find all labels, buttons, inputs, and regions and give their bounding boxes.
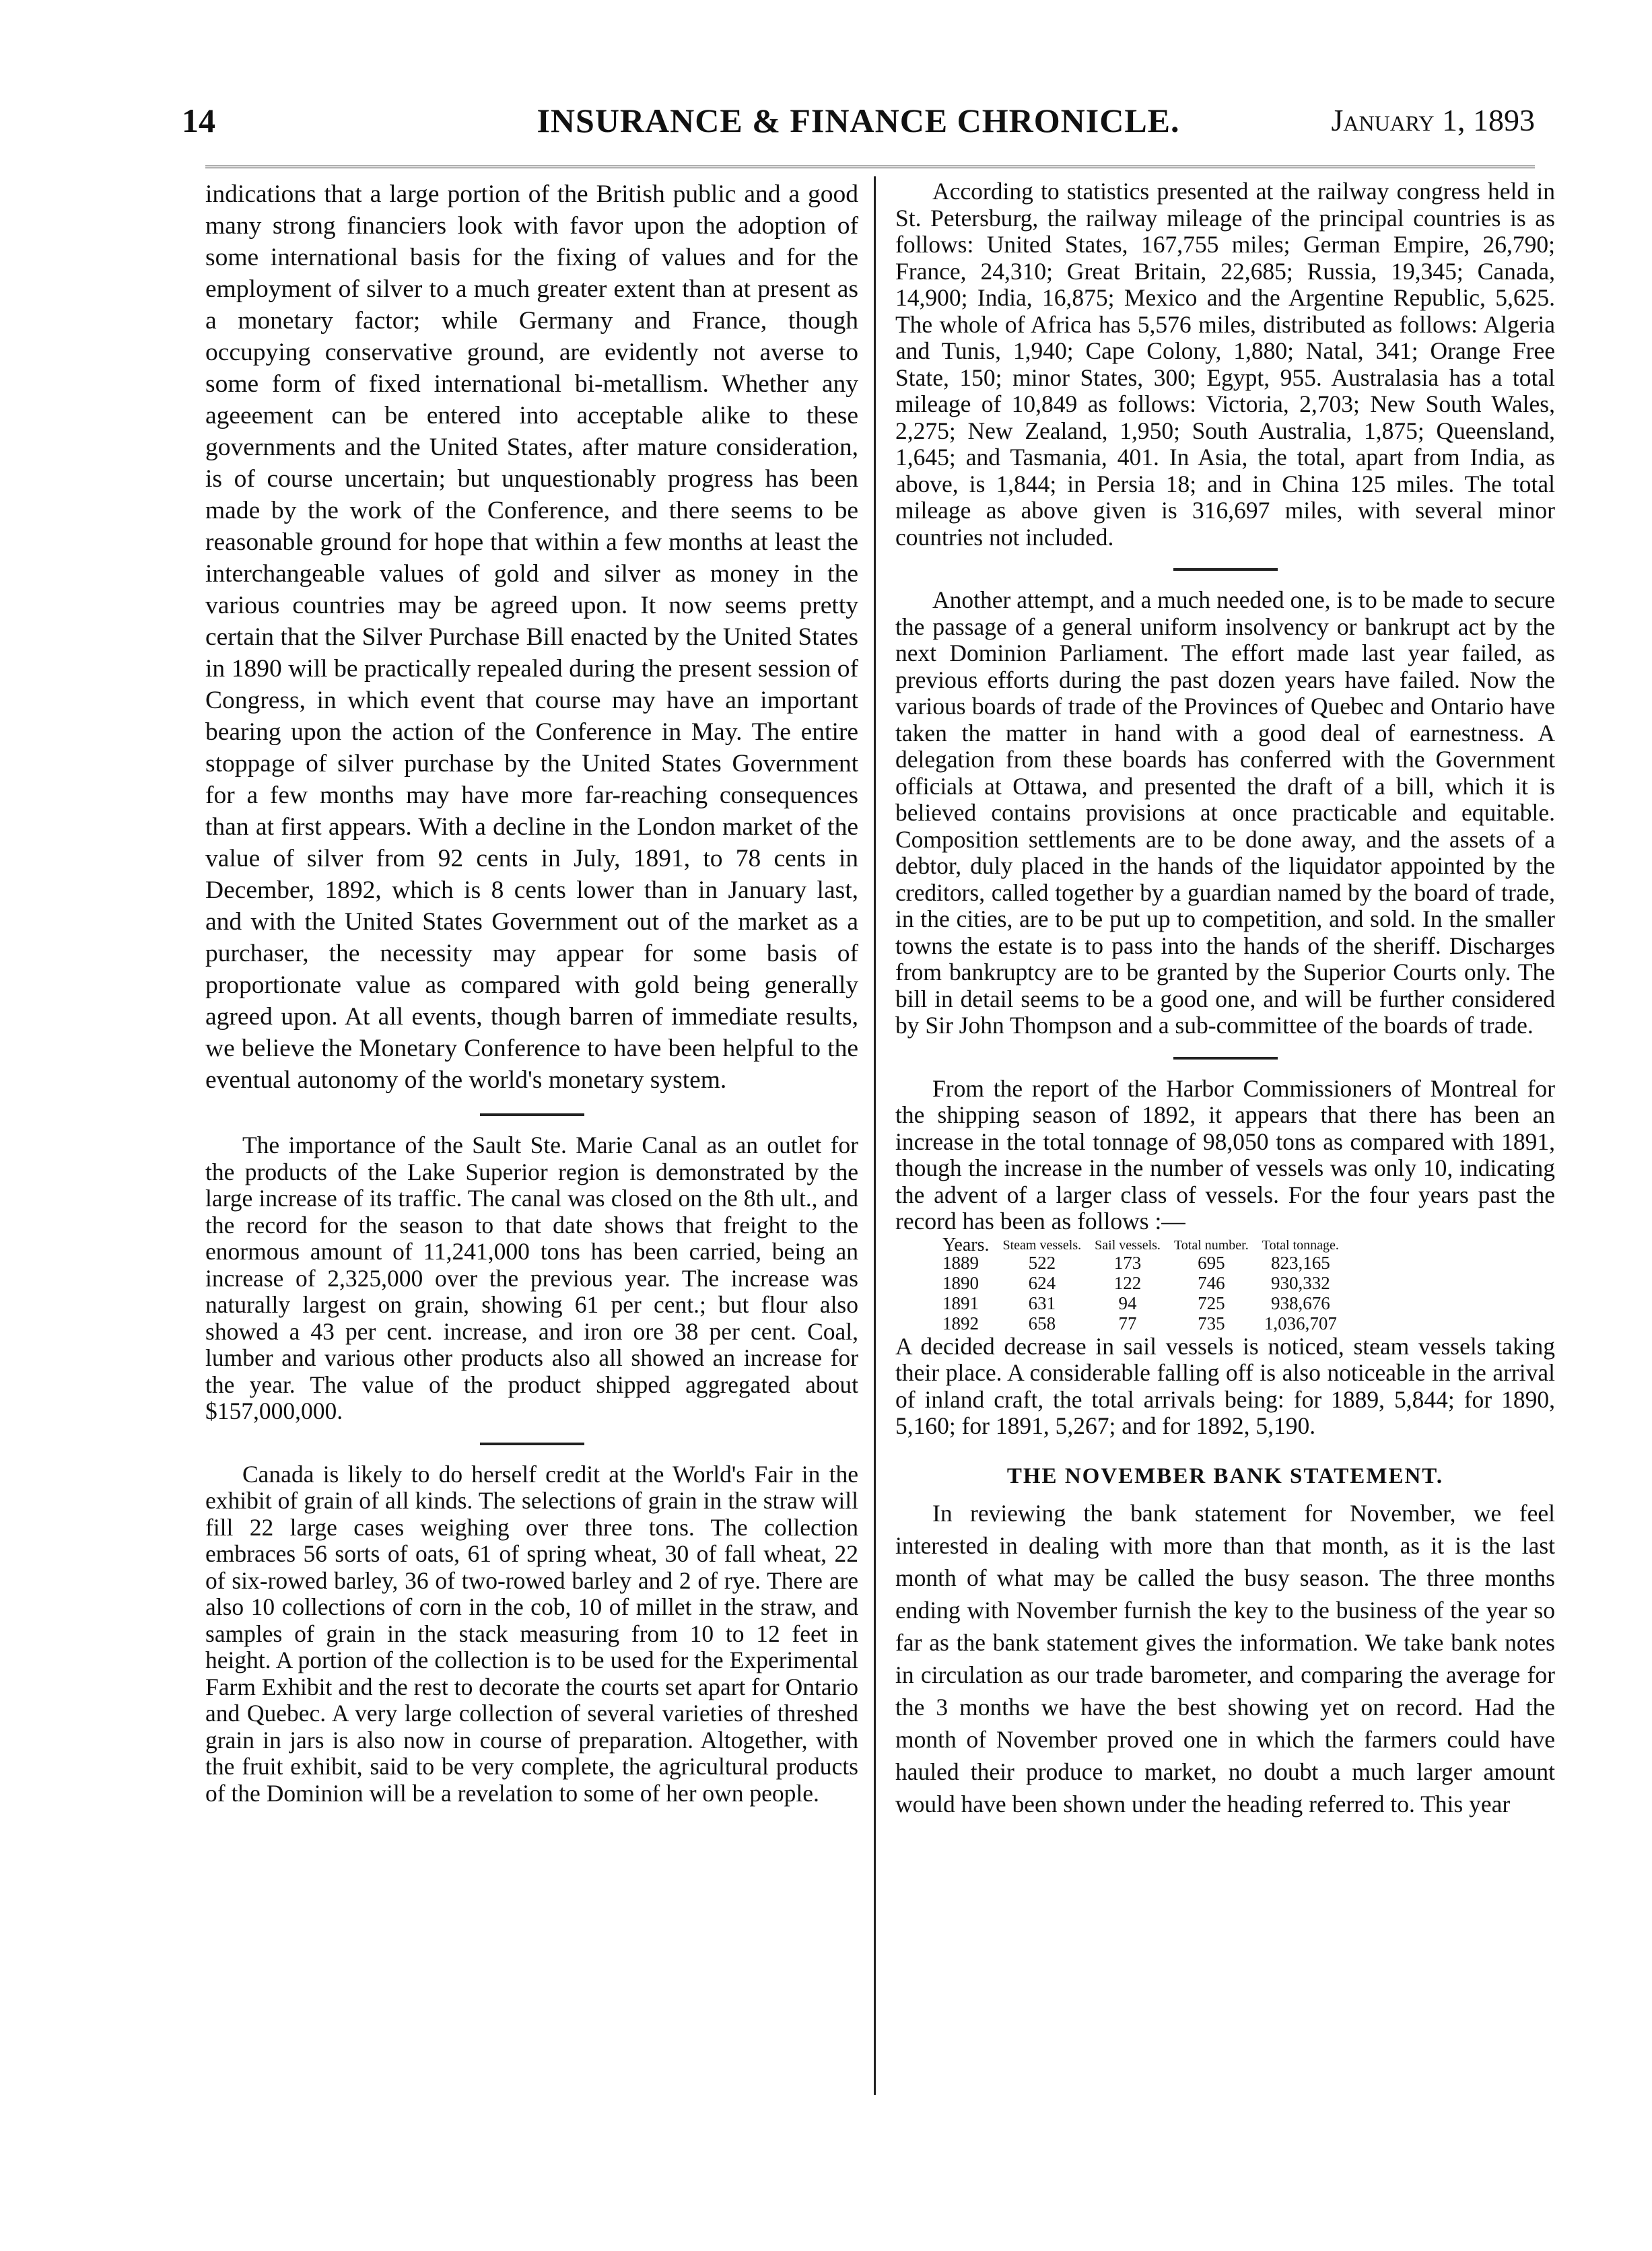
table-cell: 522 bbox=[1028, 1252, 1056, 1273]
section-heading-bank-statement: THE NOVEMBER BANK STATEMENT. bbox=[1006, 1463, 1444, 1488]
table-cell: 695 bbox=[1198, 1252, 1225, 1273]
table-cell: 1,036,707 bbox=[1264, 1313, 1337, 1334]
issue-date: January 1, 1893 bbox=[1331, 103, 1535, 137]
table-cell: 94 bbox=[1118, 1292, 1137, 1313]
table-cell: 122 bbox=[1113, 1272, 1142, 1293]
table-row bbox=[936, 1313, 1346, 1334]
table-cell: 77 bbox=[1118, 1313, 1137, 1334]
table-row bbox=[936, 1253, 1346, 1273]
section-separator bbox=[480, 1443, 584, 1445]
table-header-cell: Years. bbox=[942, 1234, 990, 1255]
table-cell: 938,676 bbox=[1270, 1292, 1330, 1313]
table-cell: 1891 bbox=[942, 1292, 979, 1313]
table-cell: 823,165 bbox=[1270, 1252, 1330, 1273]
article-insolvency-act: Another attempt, and a much needed one, is to be made to secure the passage of a general uniform insolvency or bankrupt act by the next Dominion Parliament. The effort made last year failed, as previous efforts during the past dozen years have failed. Now the various boards of trade of the Provinces of Quebec and Ontario have taken the matter in hand with a good deal of earnestness. A delegation from these boards has conferred with the Government officials at Ottawa, and presented the draft of a bill, which it is believed contains provisions at once practicable and equitable. Composition settlements are to be done away, and the assets of a debtor, duly placed in the hands of the liquidator appointed by the creditors, called together by a guardian named by the board of trade, in the cities, are to be put up to competition, and sold. In the smaller towns the estate is to pass into the hands of the sheriff. Discharges from bankruptcy are to be granted by the Superior Courts only. The bill in detail seems to be a good one, and will be further considered by Sir John Thompson and a sub-committee of the boards of trade. bbox=[895, 586, 1555, 1039]
article-worlds-fair: Canada is likely to do herself credit at the World's Fair in the exhibit of grain of all kinds. The selections of grain in the straw will fill 22 large cases weighing over three tons. The collection embraces 56 sorts of oats, 61 of spring wheat, 30 of fall wheat, 22 of six-rowed barley, 36 of two-rowed barley and 2 of rye. There are also 10 collections of corn in the cob, 10 of millet in the straw, and samples of grain in the stack measuring from 10 to 12 feet in height. A portion of the collection is to be used for the Experimental Farm Exhibit and the rest to decorate the courts set apart for Ontario and Quebec. A very large collection of several varieties of threshed grain in jars is also now in course of preparation. Altogether, with the fruit exhibit, said to be very complete, the agricultural products of the Dominion will be a revelation to some of her own people. bbox=[205, 1460, 859, 1807]
right-column bbox=[895, 178, 1555, 1820]
table-cell: 1890 bbox=[942, 1272, 979, 1293]
section-separator bbox=[480, 1113, 584, 1116]
table-cell: 746 bbox=[1198, 1272, 1225, 1293]
table-row bbox=[936, 1273, 1346, 1293]
table-cell: 725 bbox=[1198, 1292, 1225, 1313]
page-header bbox=[182, 101, 1535, 155]
section-separator bbox=[1173, 568, 1278, 571]
page-number: 14 bbox=[182, 102, 215, 139]
article-sault-canal: The importance of the Sault Ste. Marie Canal as an outlet for the products of the Lake Superior region is demonstrated by the large increase of its traffic. The canal was closed on the 8th ult., and the record for the season to that date shows that freight to the enormous amount of 11,241,000 tons has been carried, being an increase of 2,325,000 over the previous year. The increase was naturally largest on grain, showing 61 per cent.; but flour also showed a 43 per cent. increase, and iron ore 38 per cent. Coal, lumber and various other products also all showed an increase for the year. The value of the product shipped aggregated about $157,000,000. bbox=[205, 1132, 858, 1424]
table-cell: 1889 bbox=[942, 1252, 979, 1273]
section-separator bbox=[1173, 1057, 1278, 1060]
table-cell: 930,332 bbox=[1270, 1272, 1330, 1293]
article-bank-statement: In reviewing the bank statement for November, we feel interested in dealing with more than that month, as it is the last month of what may be called the busy season. The three months ending with November furnish the key to the business of the year so far as the bank statement gives the information. We take bank notes in circulation as our trade barometer, and comparing the average for the 3 months we have the best showing yet on record. Had the month of November proved one in which the farmers could have hauled their produce to market, no doubt a much larger amount would have been shown under the heading referred to. This year bbox=[895, 1499, 1555, 1817]
article-monetary-conference: indications that a large portion of the British public and a good many strong financiers look with favor upon the adoption of some international basis for the fixing of values and for the employment of silver to a much greater extent than at present as a monetary factor; while Germany and France, though occupying conservative ground, are evidently not averse to some form of fixed international bi-metallism. Whether any ageeement can be entered into acceptable alike to these governments and the United States, after mature consideration, is of course uncertain; but unquestionably progress has been made by the work of the Conference, and there seems to be reasonable ground for hope that within a few months at least the interchangeable values of gold and silver as money in the various countries may be agreed upon. It now seems pretty certain that the Silver Purchase Bill enacted by the United States in 1890 will be practically repealed during the present session of Congress, in which event that course may have an important bearing upon the action of the Conference in May. The entire stoppage of silver purchase by the United States Government for a few months may have more far-reaching consequences than at first appears. With a decline in the London market of the value of silver from 92 cents in July, 1891, to 78 cents in December, 1892, which is 8 cents lower than in January last, and with the United States Government out of the market as a purchaser, the necessity may appear for some basis of proportionate value as compared with gold being generally agreed upon. At all events, though barren of immediate results, we believe the Monetary Conference to have been helpful to the eventual autonomy of the world's monetary system. bbox=[205, 180, 858, 1094]
column-divider bbox=[874, 176, 876, 2095]
table-cell: 631 bbox=[1028, 1292, 1056, 1313]
header-rule bbox=[205, 166, 1535, 168]
journal-title: INSURANCE & FINANCE CHRONICLE. bbox=[537, 102, 1180, 139]
table-cell: 1892 bbox=[942, 1313, 979, 1334]
article-railway-mileage: According to statistics presented at the railway congress held in St. Petersburg, the railway mileage of the principal countries is as follows: United States, 167,755 miles; German Empire, 26,790; France, 24,310; Great Britain, 22,685; Russia, 19,345; Canada, 14,900; India, 16,875; Mexico and the Argentine Republic, 5,625. The whole of Africa has 5,576 miles, distributed as follows: Algeria and Tunis, 1,940; Cape Colony, 1,880; Natal, 341; Orange Free State, 150; minor States, 300; Egypt, 955. Australasia has a total mileage of 10,849 as follows: Victoria, 2,703; New South Wales, 2,275; New Zealand, 1,950; South Australia, 1,875; Queensland, 1,645; and Tasmania, 401. In Asia, the total, apart from India, as above, is 1,844; in Persia 18; and in China 125 miles. The total mileage as above given is 316,697 miles, with several minor countries not included. bbox=[895, 178, 1555, 551]
table-cell: 735 bbox=[1198, 1313, 1225, 1334]
table-header-row bbox=[936, 1238, 1346, 1253]
table-cell: 624 bbox=[1028, 1272, 1056, 1293]
table-header-cell: Steam vessels. bbox=[1002, 1237, 1082, 1253]
vessel-statistics-table bbox=[936, 1234, 1346, 1334]
table-header-cell: Total number. bbox=[1173, 1237, 1249, 1253]
left-column bbox=[205, 178, 858, 1807]
table-cell: 658 bbox=[1028, 1313, 1056, 1334]
table-header-cell: Sail vessels. bbox=[1095, 1237, 1161, 1253]
table-cell: 173 bbox=[1113, 1252, 1142, 1273]
article-harbor-intro: From the report of the Harbor Commissioners of Montreal for the shipping season of 1892, it appears that there has been an increase in the total tonnage of 98,050 tons as compared with 1891, though the increase in the number of vessels was only 10, indicating the advent of a larger class of vessels. For the four years past the record has been as follows :— bbox=[895, 1074, 1555, 1235]
article-harbor-outro: A decided decrease in sail vessels is noticed, steam vessels taking their place. A considerable falling off is also noticeable in the arrival of inland craft, the total arrivals being: for 1889, 5,844; for 1890, 5,160; for 1891, 5,267; and for 1892, 5,190. bbox=[895, 1332, 1555, 1439]
table-header-cell: Total tonnage. bbox=[1262, 1237, 1339, 1253]
table-row bbox=[936, 1293, 1346, 1313]
